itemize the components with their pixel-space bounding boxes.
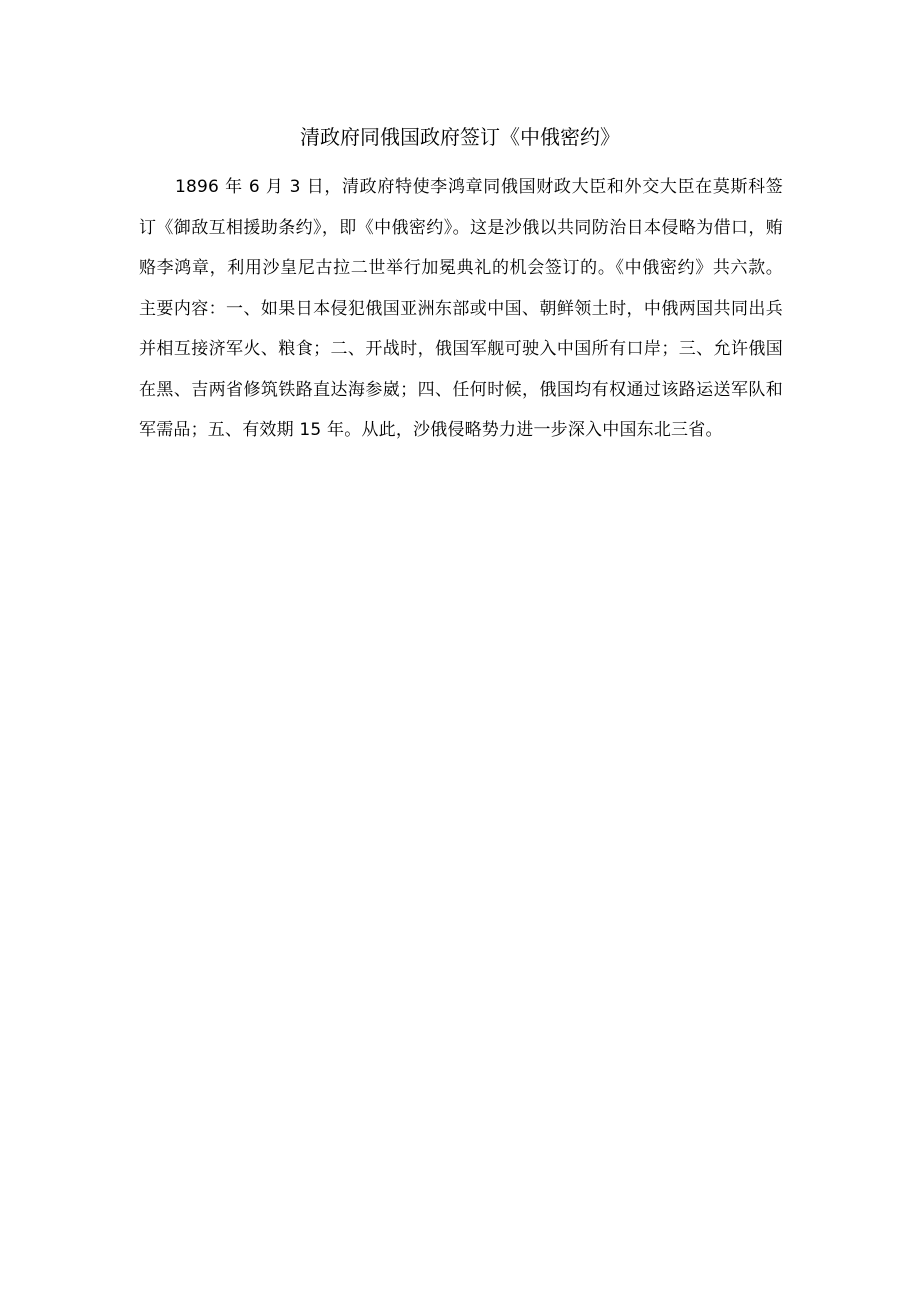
body-paragraph: 1896 年 6 月 3 日，清政府特使李鸿章同俄国财政大臣和外交大臣在莫斯科签订《御敌互相援助条约》，即《中俄密约》。这是沙俄以共同防治日本侵略为借口，贿赂李鸿章，利用沙皇尼古拉二世举行加冕典礼的机会签订的。《中俄密约》共六款。主要内容：一、如果日本侵犯俄国亚洲东部或中国、朝鲜领土时，中俄两国共同出兵并相互接济军火、粮食；二、开战时，俄国军舰可驶入中国所有口岸；三、允许俄国在黑、吉两省修筑铁路直达海参崴；四、任何时候，俄国均有权通过该路运送军队和军需品；五、有效期 15 年。从此，沙俄侵略势力进一步深入中国东北三省。: [139, 177, 783, 440]
document-title: 清政府同俄国政府签订《中俄密约》: [300, 125, 620, 149]
